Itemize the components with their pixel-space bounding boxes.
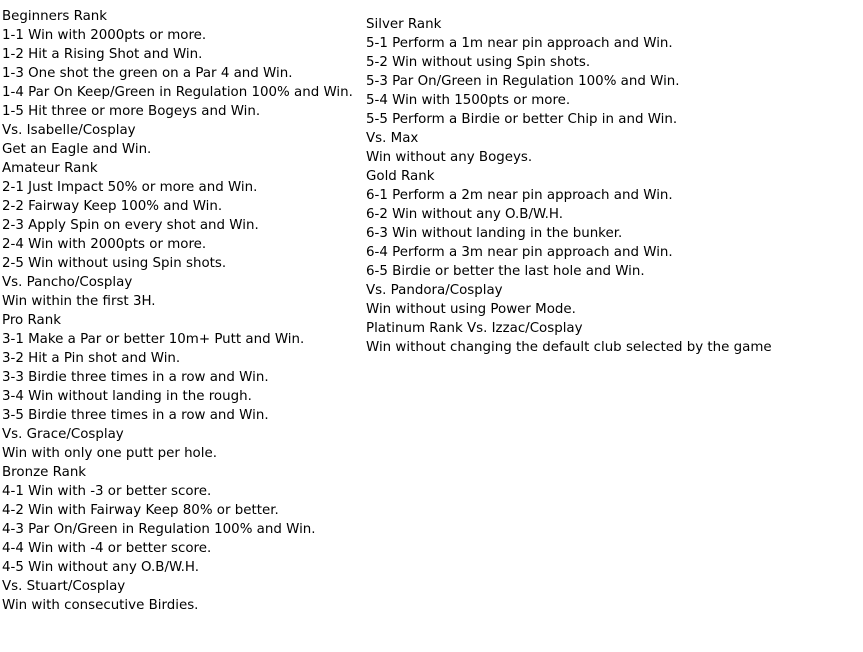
text-line: 1-4 Par On Keep/Green in Regulation 100% and Win. xyxy=(2,85,353,100)
text-line: Amateur Rank xyxy=(2,161,98,176)
text-line: Vs. Stuart/Cosplay xyxy=(2,579,126,594)
text-line: 1-2 Hit a Rising Shot and Win. xyxy=(2,47,203,62)
left-column xyxy=(2,7,353,615)
text-line: 5-4 Win with 1500pts or more. xyxy=(366,93,571,108)
text-line: Beginners Rank xyxy=(2,9,108,24)
text-line: Vs. Isabelle/Cosplay xyxy=(2,123,136,138)
text-line: Win without changing the default club selected by the game xyxy=(366,340,772,355)
text-line: 2-1 Just Impact 50% or more and Win. xyxy=(2,180,258,195)
text-line: 4-1 Win with -3 or better score. xyxy=(2,484,212,499)
text-line: Vs. Max xyxy=(366,131,419,146)
text-line: 5-2 Win without using Spin shots. xyxy=(366,55,591,70)
text-line: 5-5 Perform a Birdie or better Chip in and Win. xyxy=(366,112,678,127)
text-line: 2-2 Fairway Keep 100% and Win. xyxy=(2,199,223,214)
text-line: 6-4 Perform a 3m near pin approach and Win. xyxy=(366,245,673,260)
text-line: Win without using Power Mode. xyxy=(366,302,576,317)
text-line: 1-3 One shot the green on a Par 4 and Win. xyxy=(2,66,293,81)
text-line: 5-1 Perform a 1m near pin approach and Win. xyxy=(366,36,673,51)
text-line: 2-3 Apply Spin on every shot and Win. xyxy=(2,218,259,233)
text-line: 6-1 Perform a 2m near pin approach and Win. xyxy=(366,188,673,203)
text-line: 3-5 Birdie three times in a row and Win. xyxy=(2,408,269,423)
text-line: Silver Rank xyxy=(366,17,442,32)
text-line: 4-4 Win with -4 or better score. xyxy=(2,541,212,556)
text-line: 4-3 Par On/Green in Regulation 100% and Win. xyxy=(2,522,316,537)
text-line: Vs. Pandora/Cosplay xyxy=(366,283,503,298)
right-column xyxy=(366,15,772,357)
text-line: 1-5 Hit three or more Bogeys and Win. xyxy=(2,104,261,119)
text-line: 1-1 Win with 2000pts or more. xyxy=(2,28,207,43)
text-line: 2-5 Win without using Spin shots. xyxy=(2,256,227,271)
text-line: 3-4 Win without landing in the rough. xyxy=(2,389,252,404)
text-line: Win with only one putt per hole. xyxy=(2,446,217,461)
text-line: Platinum Rank Vs. Izzac/Cosplay xyxy=(366,321,583,336)
text-line: 4-5 Win without any O.B/W.H. xyxy=(2,560,200,575)
text-line: 6-3 Win without landing in the bunker. xyxy=(366,226,623,241)
text-line: Win without any Bogeys. xyxy=(366,150,533,165)
text-line: 6-2 Win without any O.B/W.H. xyxy=(366,207,564,222)
text-line: 5-3 Par On/Green in Regulation 100% and Win. xyxy=(366,74,680,89)
text-line: Pro Rank xyxy=(2,313,61,328)
text-line: Vs. Pancho/Cosplay xyxy=(2,275,133,290)
text-line: Gold Rank xyxy=(366,169,435,184)
text-line: Bronze Rank xyxy=(2,465,87,480)
text-line: Get an Eagle and Win. xyxy=(2,142,152,157)
text-line: 3-3 Birdie three times in a row and Win. xyxy=(2,370,269,385)
text-line: Vs. Grace/Cosplay xyxy=(2,427,124,442)
text-line: 2-4 Win with 2000pts or more. xyxy=(2,237,207,252)
text-line: 4-2 Win with Fairway Keep 80% or better. xyxy=(2,503,279,518)
text-line: 3-2 Hit a Pin shot and Win. xyxy=(2,351,181,366)
text-line: Win with consecutive Birdies. xyxy=(2,598,199,613)
text-line: 6-5 Birdie or better the last hole and Win. xyxy=(366,264,645,279)
text-line: 3-1 Make a Par or better 10m+ Putt and Win. xyxy=(2,332,305,347)
text-line: Win within the first 3H. xyxy=(2,294,156,309)
